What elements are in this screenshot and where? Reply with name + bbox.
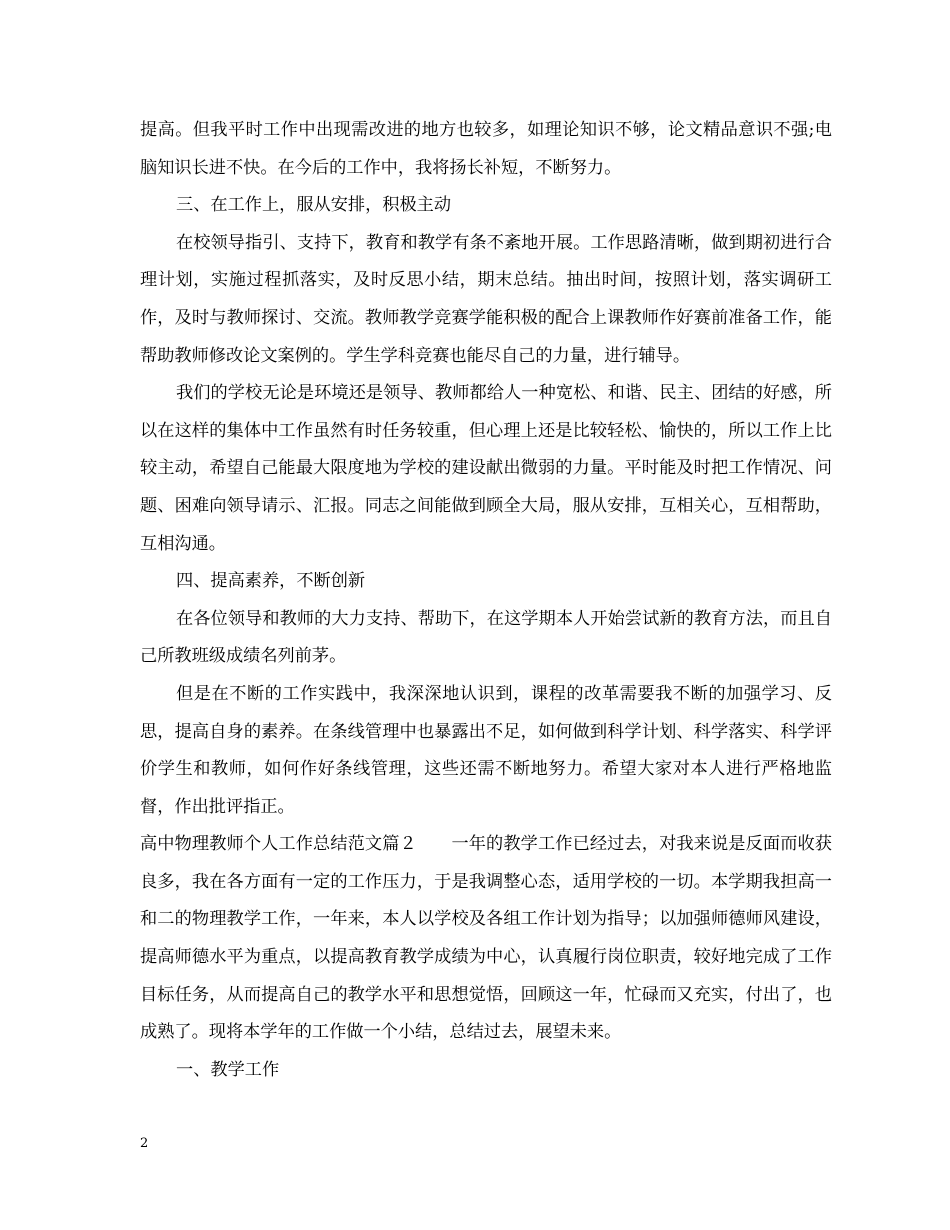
paragraph-leadership: 在校领导指引、支持下，教育和教学有条不紊地开展。工作思路清晰，做到期初进行合理计划，实施过程抓落实，及时反思小结，期末总结。抽出时间，按照计划，落实调研工作，及时与教师探讨、交流。教师教学竞赛学能积极的配合上课教师作好赛前准备工作，能帮助教师修改论文案例的。学生学科竞赛也能尽自己的力量，进行辅导。 (140, 232, 832, 366)
document-body (140, 112, 832, 1089)
page-number: 2 (140, 1136, 149, 1151)
section-heading-three: 三、在工作上，服从安排，积极主动 (176, 195, 452, 216)
paragraph-continuation: 提高。但我平时工作中出现需改进的地方也较多，如理论知识不够，论文精品意识不强;电脑知识长进不快。在今后的工作中，我将扬长补短，不断努力。 (140, 120, 832, 178)
paragraph-new-methods: 在各位领导和教师的大力支持、帮助下，在这学期本人开始尝试新的教育方法，而且自己所教班级成绩名列前茅。 (140, 608, 832, 667)
paragraph-article-two: 高中物理教师个人工作总结范文篇２ 一年的教学工作已经过去，对我来说是反面而收获良多，我在各方面有一定的工作压力，于是我调整心态，适用学校的一切。本学期我担高一和二的物理教学工作，一年来，本人以学校及各组工作计划为指导；以加强师德师风建设，提高师德水平为重点，以提高教育教学成绩为中心，认真履行岗位职责，较好地完成了工作目标任务，从而提高自己的教学水平和思想觉悟，回顾这一年，忙碌而又充实，付出了，也成熟了。现将本学年的工作做一个小结，总结过去，展望未来。 (140, 834, 832, 1043)
section-heading-one: 一、教学工作 (176, 1059, 280, 1080)
section-heading-four: 四、提高素养，不断创新 (176, 571, 366, 592)
paragraph-school-environment: 我们的学校无论是环境还是领导、教师都给人一种宽松、和谐、民主、团结的好感，所以在这样的集体中工作虽然有时任务较重，但心理上还是比较轻松、愉快的，所以工作上比较主动，希望自己能最大限度地为学校的建设献出微弱的力量。平时能及时把工作情况、问题、困难向领导请示、汇报。同志之间能做到顾全大局，服从安排，互相关心，互相帮助，互相沟通。 (140, 383, 832, 554)
paragraph-reflection: 但是在不断的工作实践中，我深深地认识到，课程的改革需要我不断的加强学习、反思，提高自身的素养。在条线管理中也暴露出不足，如何做到科学计划、科学落实、科学评价学生和教师，如何作好条线管理，这些还需不断地努力。希望大家对本人进行严格地监督，作出批评指正。 (140, 683, 832, 817)
